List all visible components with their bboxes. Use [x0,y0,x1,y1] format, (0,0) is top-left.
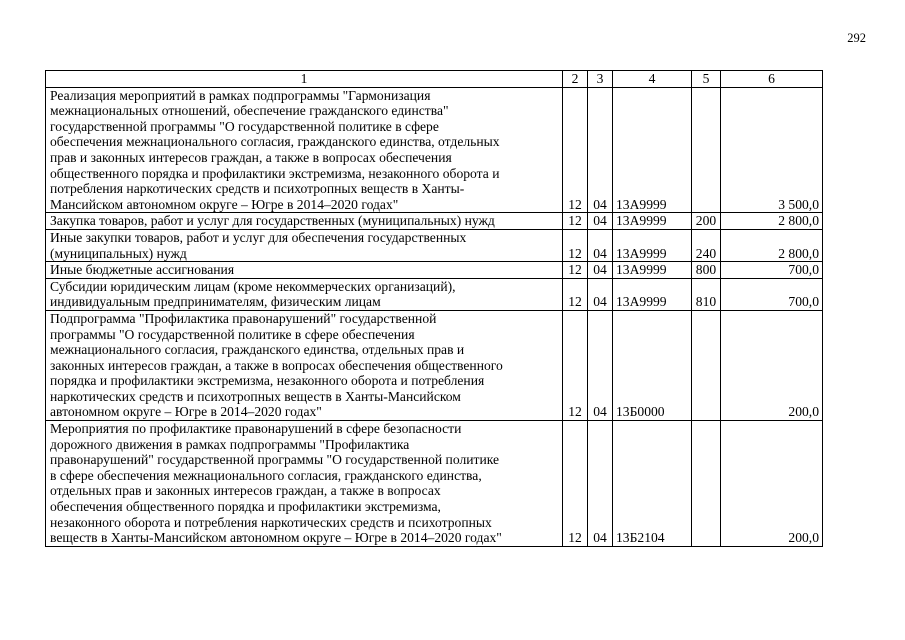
row-amount: 2 800,0 [721,229,823,261]
column-header-4: 4 [613,71,692,88]
row-description: Иные закупки товаров, работ и услуг для обеспечения государственных (муниципальных) нужд [46,229,563,261]
row-target-article: 13Б0000 [613,310,692,420]
row-subsection: 04 [588,87,613,213]
row-expense-type [692,87,721,213]
column-header-5: 5 [692,71,721,88]
row-section: 12 [563,87,588,213]
row-subsection: 04 [588,229,613,261]
row-expense-type [692,310,721,420]
row-amount: 700,0 [721,262,823,279]
row-amount: 200,0 [721,421,823,547]
row-target-article: 13А9999 [613,229,692,261]
row-description: Реализация мероприятий в рамках подпрограммы "Гармонизация межнациональных отношений, обеспечение гражданского единства" государственной программы "О государственной политике в сфере обеспечения межнационального согласия, гражданского единства, отдельных прав и законных интересов граждан, а также в вопросах обеспечения общественного порядка и профилактики экстремизма, незаконного оборота и потребления наркотических средств и психотропных веществ в Ханты- Мансийском автономном округе – Югре в 2014–2020 годах" [46,87,563,213]
row-amount: 700,0 [721,278,823,310]
row-subsection: 04 [588,310,613,420]
row-section: 12 [563,310,588,420]
row-section: 12 [563,278,588,310]
row-expense-type: 800 [692,262,721,279]
table-row [46,421,823,547]
row-section: 12 [563,213,588,230]
row-section: 12 [563,421,588,547]
row-target-article: 13А9999 [613,87,692,213]
row-expense-type: 200 [692,213,721,230]
row-description: Закупка товаров, работ и услуг для государственных (муниципальных) нужд [46,213,563,230]
row-description: Подпрограмма "Профилактика правонарушений" государственной программы "О государственной политике в сфере обеспечения межнационального согласия, гражданского единства, отдельных прав и законных интересов граждан, а также в вопросах обеспечения общественного порядка и профилактики экстремизма, незаконного оборота и потребления наркотических средств и психотропных веществ в Ханты-Мансийском автономном округе – Югре в 2014–2020 годах" [46,310,563,420]
row-section: 12 [563,229,588,261]
row-target-article: 13А9999 [613,213,692,230]
row-description: Субсидии юридическим лицам (кроме некоммерческих организаций), индивидуальным предпринимателям, физическим лицам [46,278,563,310]
row-subsection: 04 [588,262,613,279]
row-subsection: 04 [588,278,613,310]
table-row [46,229,823,261]
column-header-1: 1 [46,71,563,88]
table-header-row [46,71,823,88]
row-expense-type: 810 [692,278,721,310]
row-description: Мероприятия по профилактике правонарушений в сфере безопасности дорожного движения в рамках подпрограммы "Профилактика правонарушений" государственной программы "О государственной политике в сфере обеспечения межнационального согласия, гражданского единства, отдельных прав и законных интересов граждан, а также в вопросах обеспечения общественного порядка и профилактики экстремизма, незаконного оборота и потребления наркотических средств и психотропных веществ в Ханты-Мансийском автономном округе – Югре в 2014–2020 годах" [46,421,563,547]
table-row [46,310,823,420]
row-section: 12 [563,262,588,279]
row-amount: 2 800,0 [721,213,823,230]
column-header-3: 3 [588,71,613,88]
table-row [46,87,823,213]
row-subsection: 04 [588,213,613,230]
table-row [46,262,823,279]
table-row [46,213,823,230]
column-header-6: 6 [721,71,823,88]
page-number: 292 [847,31,866,45]
budget-table [45,70,823,547]
row-expense-type: 240 [692,229,721,261]
row-subsection: 04 [588,421,613,547]
table-row [46,278,823,310]
row-target-article: 13А9999 [613,278,692,310]
row-expense-type [692,421,721,547]
row-amount: 200,0 [721,310,823,420]
column-header-2: 2 [563,71,588,88]
row-target-article: 13А9999 [613,262,692,279]
row-amount: 3 500,0 [721,87,823,213]
row-description: Иные бюджетные ассигнования [46,262,563,279]
row-target-article: 13Б2104 [613,421,692,547]
